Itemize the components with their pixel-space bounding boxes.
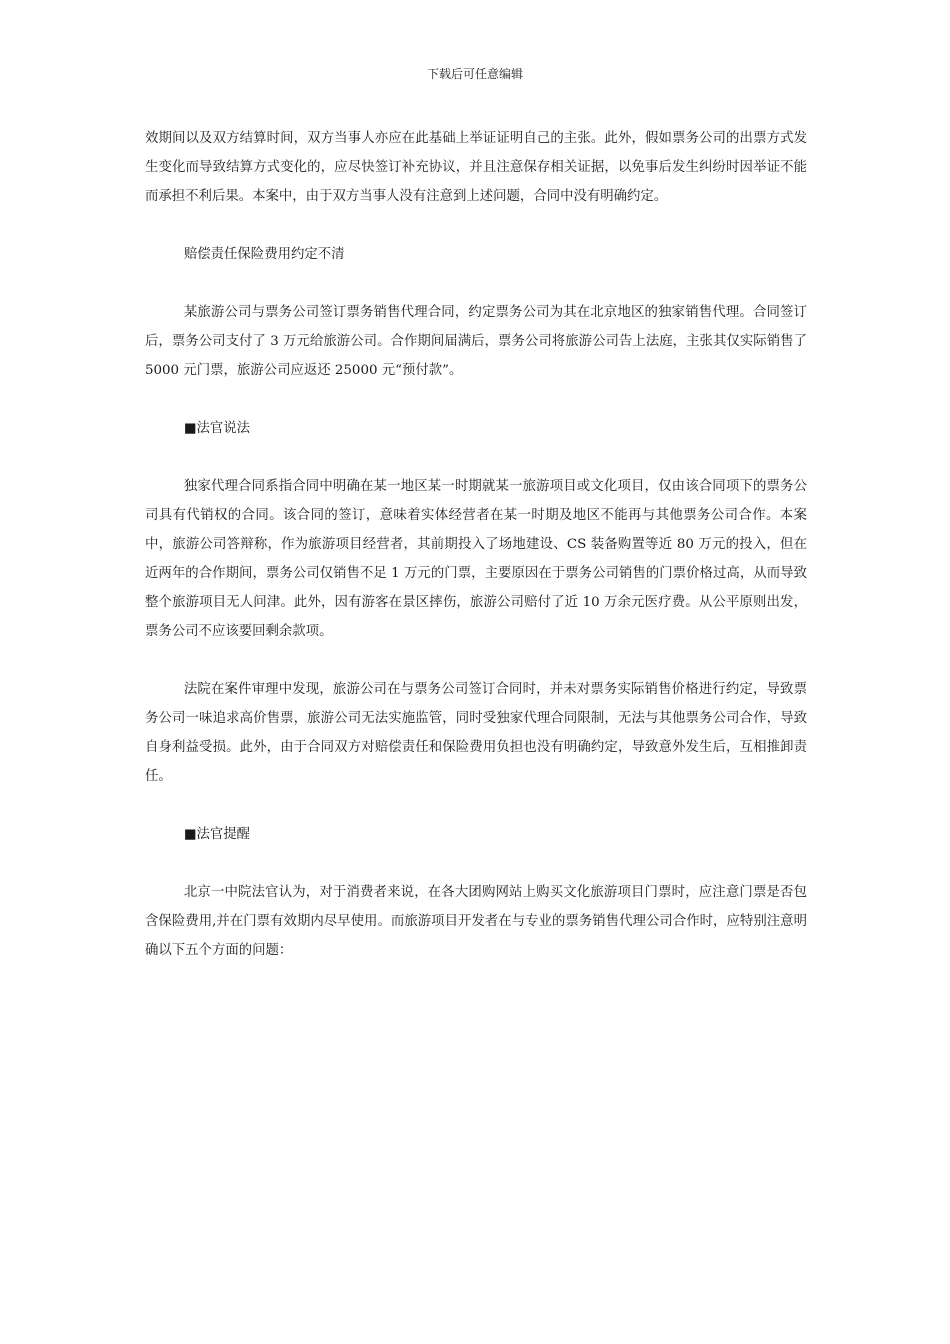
paragraph-continuation: 效期间以及双方结算时间，双方当事人亦应在此基础上举证证明自己的主张。此外，假如票务公司的出票方式发生变化而导致结算方式变化的，应尽快签订补充协议，并且注意保存相关证据，以免事后发生纠纷时因举证不能而承担不利后果。本案中，由于双方当事人没有注意到上述问题，合同中没有明确约定。: [145, 131, 807, 204]
paragraph-case: 某旅游公司与票务公司签订票务销售代理合同，约定票务公司为其在北京地区的独家销售代理。合同签订后，票务公司支付了 3 万元给旅游公司。合作期间届满后，票务公司将旅游公司告上法庭，主张其仅实际销售了 5000 元门票，旅游公司应返还 25000 元“预付款”。: [145, 305, 807, 378]
paragraph-reminder: 北京一中院法官认为，对于消费者来说，在各大团购网站上购买文化旅游项目门票时，应注意门票是否包含保险费用,并在门票有效期内尽早使用。而旅游项目开发者在与专业的票务销售代理公司合作时，应特别注意明确以下五个方面的问题：: [145, 885, 807, 958]
header-note: 下载后可任意编辑: [426, 67, 523, 81]
section-heading-judge-reminds: ■法官提醒: [183, 827, 251, 842]
section-heading-liability: 赔偿责任保险费用约定不清: [183, 247, 345, 262]
document-body: [145, 124, 807, 994]
paragraph-court-finding: 法院在案件审理中发现，旅游公司在与票务公司签订合同时，并未对票务实际销售价格进行约定，导致票务公司一味追求高价售票，旅游公司无法实施监管，同时受独家代理合同限制，无法与其他票务公司合作，导致自身利益受损。此外，由于合同双方对赔偿责任和保险费用负担也没有明确约定，导致意外发生后，互相推卸责任。: [145, 682, 807, 784]
paragraph-exclusive-agency: 独家代理合同系指合同中明确在某一地区某一时期就某一旅游项目或文化项目，仅由该合同项下的票务公司具有代销权的合同。该合同的签订，意味着实体经营者在某一时期及地区不能再与其他票务公司合作。本案中，旅游公司答辩称，作为旅游项目经营者，其前期投入了场地建设、CS 装备购置等近 80 万元的投入，但在近两年的合作期间，票务公司仅销售不足 1 万元的门票，主要原因在于票务公司销售的门票价格过高，从而导致整个旅游项目无人问津。此外，因有游客在景区摔伤，旅游公司赔付了近 10 万余元医疗费。从公平原则出发，票务公司不应该要回剩余款项。: [145, 479, 807, 639]
section-heading-judge-says: ■法官说法: [183, 421, 251, 436]
